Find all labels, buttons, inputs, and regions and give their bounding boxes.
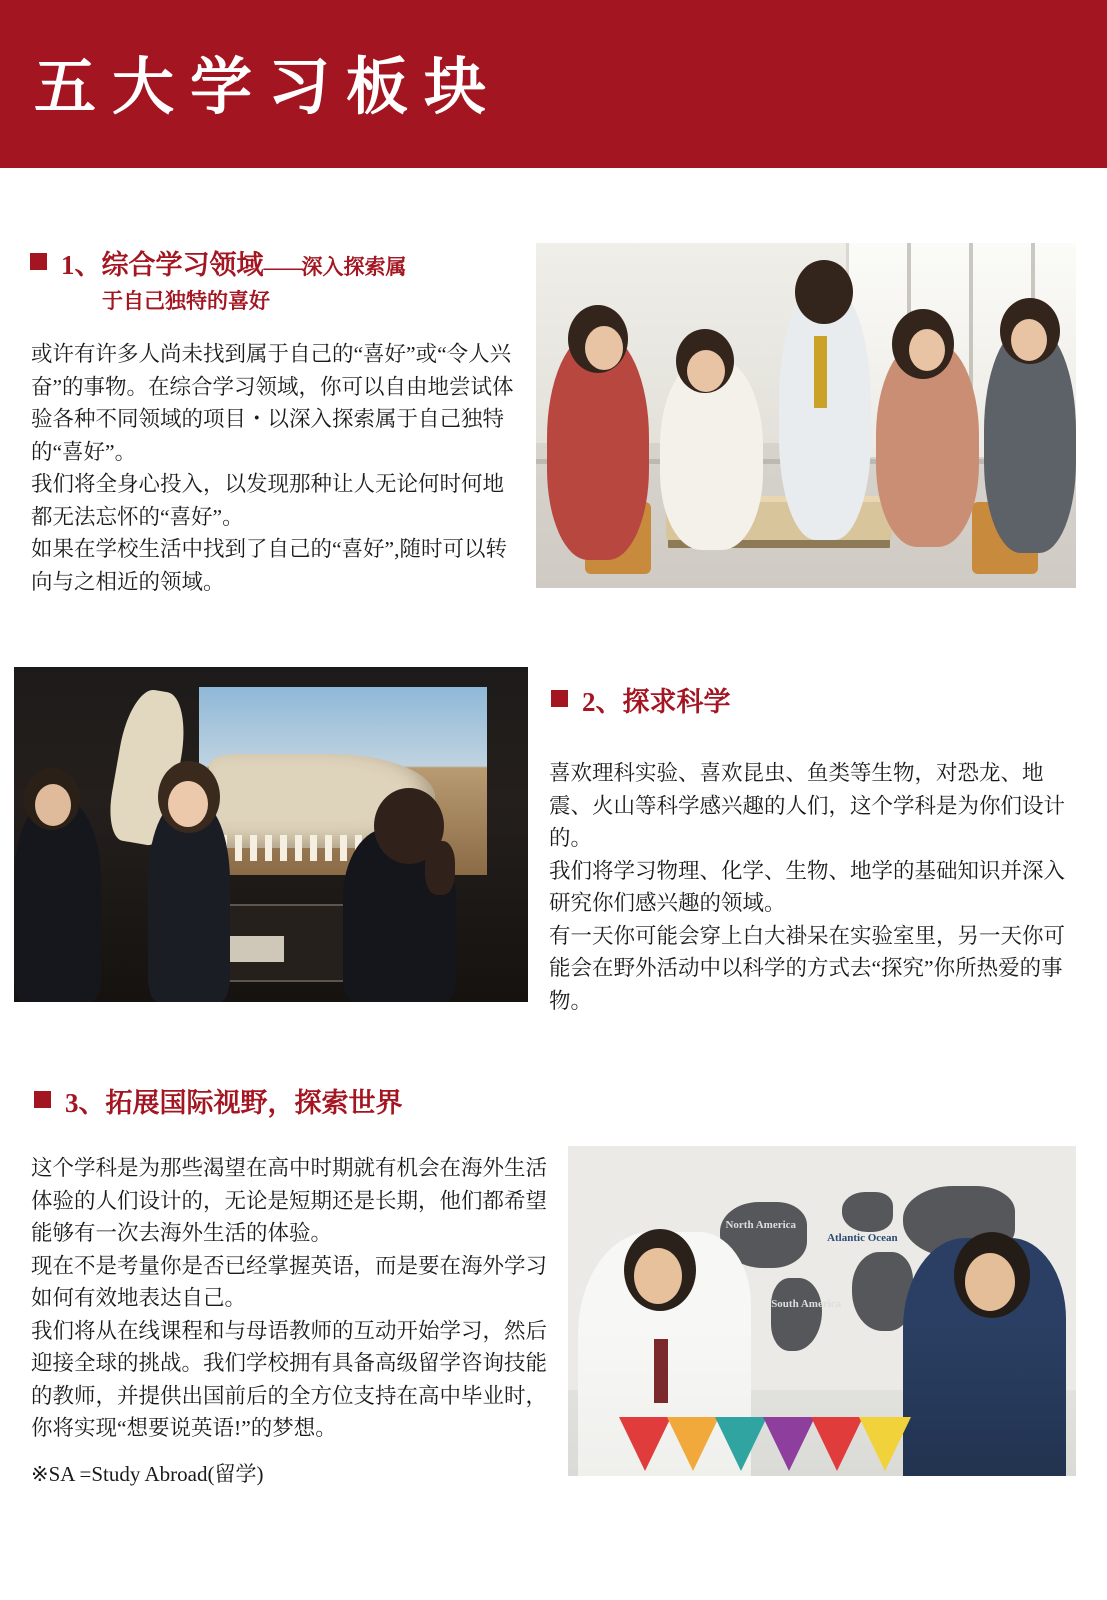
- bunting-flag-4: [763, 1417, 815, 1471]
- teacher-head: [795, 260, 853, 324]
- section-2-paragraph-2: 我们将学习物理、化学、生物、地学的基础知识并深入研究你们感兴趣的领域。: [549, 858, 1066, 915]
- bullet-square-icon: [551, 690, 568, 707]
- section-2-paragraph-1: 喜欢理科实验、喜欢昆虫、鱼类等生物，对恐龙、地震、火山等科学感兴趣的人们，这个学科是为你们设计的。: [549, 761, 1066, 850]
- section-2-paragraph-3: 有一天你可能会穿上白大褂呆在实验室里，另一天你可能会在野外活动中以科学的方式去“探究”你所热爱的事物。: [549, 923, 1066, 1013]
- section-comprehensive-learning: [0, 168, 1107, 598]
- teacher-necktie: [814, 336, 827, 408]
- teacher-necktie: [654, 1339, 668, 1403]
- section-science-inquiry: [0, 640, 1107, 1070]
- student-2-face: [687, 350, 725, 392]
- section-1-heading: [30, 246, 407, 286]
- section-3-paragraph-2: 现在不是考量你是否已经掌握英语，而是要在海外学习如何有效地表达自己。: [31, 1253, 548, 1310]
- section-3-heading-block: [34, 1084, 403, 1122]
- map-label-atlantic-ocean: Atlantic Ocean: [827, 1231, 898, 1244]
- bullet-square-icon: [30, 253, 47, 270]
- section-1-index: 1、: [61, 250, 102, 280]
- bunting-flag-2: [667, 1417, 719, 1471]
- section-1-dash: ——: [263, 255, 302, 279]
- student-4-face: [1011, 319, 1047, 361]
- student-3-face: [909, 329, 945, 371]
- section-1-paragraph-2: 我们将全身心投入，以发现那种让人无论何时何地都无法忘怀的“喜好”。: [31, 472, 505, 529]
- museum-student-left: [14, 801, 101, 1002]
- page-title: 五大学习板块: [34, 54, 503, 122]
- section-2-heading: [551, 683, 731, 721]
- map-label-north-america: North America: [725, 1218, 797, 1231]
- section-1-paragraph-3: 如果在学校生活中找到了自己的“喜好”,随时可以转向与之相近的领域。: [31, 537, 507, 594]
- bunting-flag-5: [811, 1417, 863, 1471]
- bunting-flag-6: [859, 1417, 911, 1471]
- student-face: [965, 1253, 1015, 1311]
- section-2-index: 2、: [582, 687, 623, 717]
- bunting-flag-3: [715, 1417, 767, 1471]
- section-3-index: 3、: [65, 1088, 106, 1118]
- section-1-subtitle: 深入探索属: [301, 255, 407, 279]
- bunting-flag-1: [619, 1417, 671, 1471]
- museum-dinosaur-skull-photo: [14, 667, 528, 1002]
- section-3-paragraph-3: 我们将从在线课程和与母语教师的互动开始学习，然后迎接全球的挑战。我们学校拥有具备高级留学咨询技能的教师，并提供出国前后的全方位支持在高中毕业时，你将实现“想要说英语!”的梦想。: [31, 1318, 548, 1440]
- section-1-body: [31, 338, 516, 598]
- classroom-group-discussion-photo: [536, 243, 1076, 588]
- map-continent-europe: [842, 1192, 893, 1232]
- section-3-body: [31, 1152, 551, 1445]
- section-1-heading-block: [30, 246, 407, 316]
- section-2-body: [549, 757, 1079, 1017]
- world-map-teacher-student-photo: [568, 1146, 1076, 1476]
- section-1-paragraph-1: 或许有许多人尚未找到属于自己的“喜好”或“令人兴奋”的事物。在综合学习领域，你可以自由地尝试体验各种不同领域的项目・以深入探索属于自己独特的“喜好”。: [31, 342, 514, 464]
- bunting-flags: [619, 1417, 934, 1470]
- section-global-vision: [0, 1068, 1107, 1588]
- section-3-paragraph-1: 这个学科是为那些渴望在高中时期就有机会在海外生活体验的人们设计的，无论是短期还是长期，他们都希望能够有一次去海外生活的体验。: [31, 1156, 548, 1245]
- section-2-heading-block: [551, 683, 731, 721]
- student-1-face: [585, 326, 623, 370]
- section-1-title: 综合学习领域: [101, 250, 264, 280]
- bullet-square-icon: [34, 1091, 51, 1108]
- section-1-subtitle-line2: 于自己独特的喜好: [102, 289, 270, 313]
- section-3-heading: [34, 1084, 403, 1122]
- section-2-title: 探求科学: [622, 687, 731, 717]
- museum-student-center-face: [168, 781, 208, 827]
- section-3-title: 拓展国际视野，探索世界: [105, 1088, 403, 1118]
- museum-student-left-face: [35, 784, 71, 826]
- map-label-south-america: South America: [771, 1297, 842, 1310]
- section-3-footnote: ※SA =Study Abroad(留学): [31, 1462, 264, 1486]
- museum-student-right-ponytail: [425, 841, 455, 895]
- header-band: [0, 0, 1107, 168]
